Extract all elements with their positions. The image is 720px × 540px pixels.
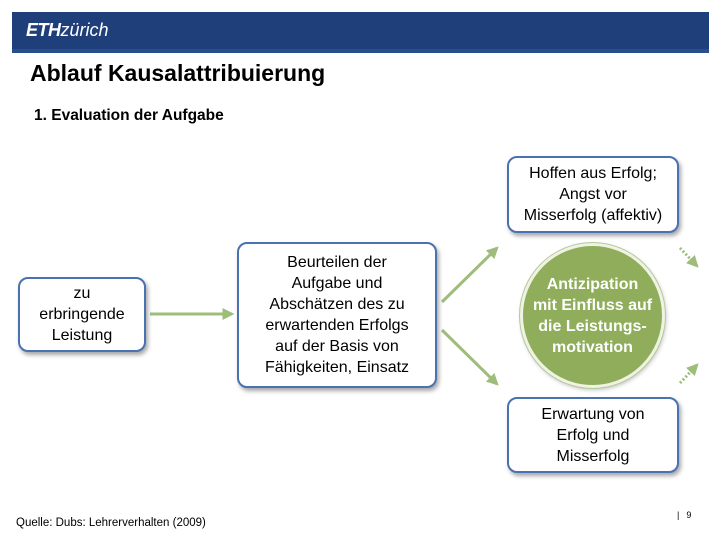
box-erwartung	[507, 397, 679, 473]
slide-title: Ablauf Kausalattribuierung	[30, 60, 326, 86]
slide-subtitle: 1. Evaluation der Aufgabe	[34, 107, 224, 124]
box-beurteilen-line: Fähigkeiten, Einsatz	[264, 359, 410, 376]
logo-zurich: zürich	[60, 20, 109, 40]
page-number-area	[677, 510, 691, 520]
arrow-hoffen-to-antizipation	[680, 248, 697, 266]
page-separator: |	[677, 510, 680, 520]
box-beurteilen-line: Beurteilen der	[287, 254, 387, 271]
box-zu-erbringende-leistung	[18, 277, 146, 352]
box-beurteilen-line: auf der Basis von	[275, 338, 399, 355]
logo-eth: ETH	[26, 20, 61, 40]
source-citation: Quelle: Dubs: Lehrerverhalten (2009)	[16, 517, 206, 529]
box-beurteilen-line: Abschätzen des zu	[269, 296, 405, 313]
circle-antizipation-line: Antizipation	[546, 275, 639, 293]
box-hoffen-line: Hoffen aus Erfolg;	[529, 165, 657, 182]
page-number: 9	[686, 510, 692, 520]
arrow-erwartung-to-antizipation	[680, 365, 697, 383]
box-leistung-line: Leistung	[51, 327, 113, 344]
box-beurteilen-line: Aufgabe und	[291, 275, 383, 292]
circle-antizipation	[520, 243, 665, 388]
box-erwartung-line: Misserfolg	[556, 447, 630, 465]
box-hoffen-angst	[507, 156, 679, 233]
circle-antizipation-line: motivation	[552, 338, 633, 356]
box-hoffen-line: Misserfolg (affektiv)	[523, 207, 663, 224]
box-erwartung-line: Erwartung von	[541, 405, 645, 423]
box-beurteilen-line: erwartenden Erfolgs	[265, 317, 409, 334]
box-erwartung-line: Erfolg und	[556, 426, 630, 444]
arrow-beurteilen-to-erwartung	[442, 330, 497, 384]
circle-antizipation-line: mit Einfluss auf	[532, 296, 653, 314]
box-leistung-line: erbringende	[39, 306, 125, 323]
circle-antizipation-line: die Leistungs-	[538, 317, 647, 335]
arrow-beurteilen-to-hoffen	[442, 248, 497, 302]
box-hoffen-line: Angst vor	[559, 186, 627, 203]
box-beurteilen	[237, 242, 437, 388]
box-leistung-line: zu	[73, 285, 91, 302]
